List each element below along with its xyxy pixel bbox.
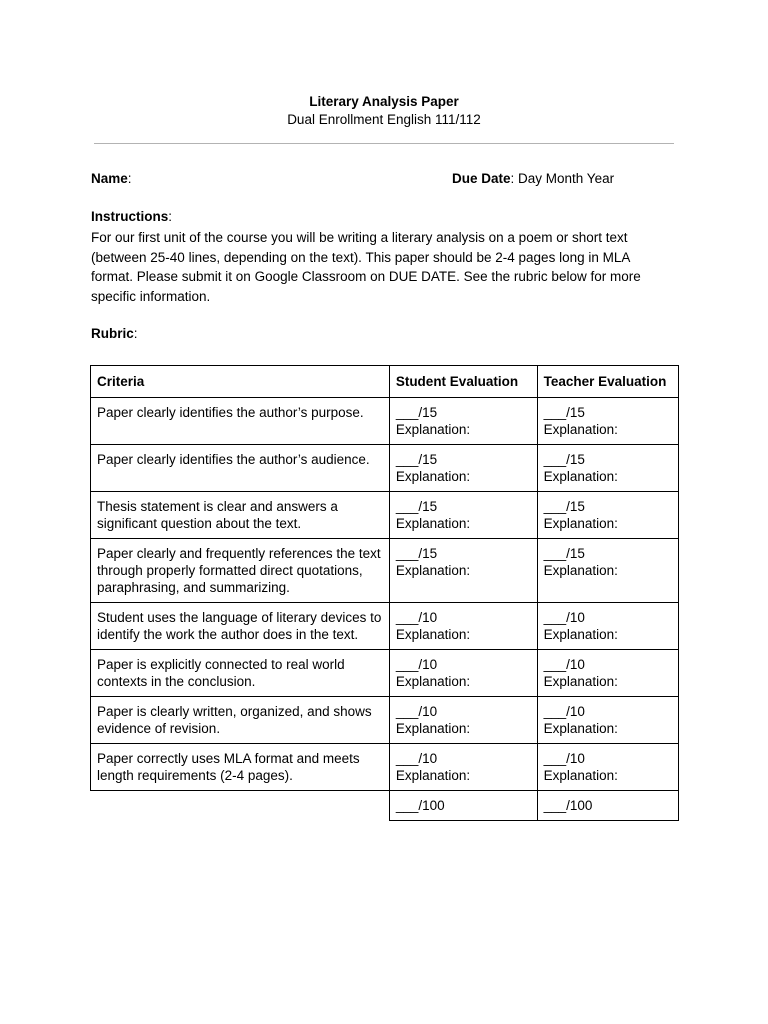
rubric-row [91,445,679,492]
instructions-line: format. Please submit it on Google Classroom on DUE DATE. See the rubric below for more [91,269,641,284]
student-score: ___/10 [395,751,438,766]
rubric-row [91,697,679,744]
rubric-row [91,603,679,650]
teacher-score: ___/15 [543,546,585,561]
due-date-field [452,171,614,186]
criteria-cell: Student uses the language of literary devices to identify the work the author does in the text. [91,603,390,650]
teacher-explanation-label: Explanation: [543,768,618,783]
student-score: ___/15 [395,546,438,561]
rubric-row [91,650,679,697]
student-score: ___/15 [395,452,438,467]
instructions-line: specific information. [91,288,211,304]
due-date-label: Due Date [452,171,511,186]
student-score: ___/15 [395,405,438,420]
student-explanation-label: Explanation: [395,563,471,578]
teacher-evaluation-cell [537,744,678,791]
header-divider [94,143,674,144]
student-score: ___/15 [395,499,438,514]
student-explanation-label: Explanation: [395,627,471,642]
student-explanation-label: Explanation: [395,674,471,689]
criteria-cell: Paper clearly and frequently references the text through properly formatted direct quotations, paraphrasing, and summarizing. [91,539,390,603]
name-field [91,171,132,186]
teacher-explanation-label: Explanation: [543,674,618,689]
teacher-explanation-label: Explanation: [543,721,618,736]
student-total-score: ___/100 [389,791,537,821]
teacher-evaluation-cell [537,398,678,445]
student-evaluation-cell [389,445,537,492]
teacher-score: ___/10 [543,657,585,672]
student-evaluation-cell [389,492,537,539]
name-label: Name [91,171,128,186]
teacher-explanation-label: Explanation: [543,627,618,642]
student-explanation-label: Explanation: [395,768,471,783]
rubric-body [91,398,679,821]
teacher-evaluation-cell [537,492,678,539]
rubric-row [91,539,679,603]
instructions-line: (between 25-40 lines, depending on the text). This paper should be 2-4 pages long in MLA [91,249,631,265]
teacher-score: ___/15 [543,499,585,514]
criteria-cell: Thesis statement is clear and answers a significant question about the text. [91,492,390,539]
document-subtitle: Dual Enrollment English 111/112 [287,112,481,127]
teacher-evaluation-cell [537,697,678,744]
teacher-score: ___/15 [543,405,585,420]
student-explanation-label: Explanation: [395,469,471,484]
rubric-colon: : [133,326,138,341]
teacher-evaluation-cell [537,539,678,603]
student-evaluation-cell [389,650,537,697]
rubric-table [90,365,679,821]
document-title: Literary Analysis Paper [309,94,459,109]
teacher-score: ___/10 [543,610,585,625]
rubric-row [91,398,679,445]
student-explanation-label: Explanation: [395,721,471,736]
teacher-explanation-label: Explanation: [543,516,618,531]
name-colon: : [127,171,132,186]
teacher-explanation-label: Explanation: [543,563,618,578]
instructions-label: Instructions [91,209,169,224]
header-criteria: Criteria [91,366,390,398]
rubric-label: Rubric [91,326,134,341]
student-evaluation-cell [389,398,537,445]
criteria-cell: Paper correctly uses MLA format and meets length requirements (2-4 pages). [91,744,390,791]
student-evaluation-cell [389,603,537,650]
student-evaluation-cell [389,539,537,603]
teacher-explanation-label: Explanation: [543,422,618,437]
student-evaluation-cell [389,744,537,791]
student-explanation-label: Explanation: [395,422,471,437]
teacher-score: ___/10 [543,704,585,719]
teacher-evaluation-cell [537,603,678,650]
criteria-cell: Paper clearly identifies the author’s audience. [91,445,390,492]
header-teacher-evaluation: Teacher Evaluation [537,366,678,398]
criteria-cell: Paper is explicitly connected to real world contexts in the conclusion. [91,650,390,697]
due-date-value: : Day Month Year [510,171,615,186]
criteria-cell: Paper clearly identifies the author’s purpose. [91,398,390,445]
student-evaluation-cell [389,697,537,744]
teacher-score: ___/15 [543,452,585,467]
student-score: ___/10 [395,657,438,672]
criteria-cell: Paper is clearly written, organized, and shows evidence of revision. [91,697,390,744]
teacher-evaluation-cell [537,650,678,697]
instructions-colon: : [168,209,173,224]
teacher-evaluation-cell [537,445,678,492]
student-explanation-label: Explanation: [395,516,471,531]
rubric-total-row [91,791,679,821]
teacher-score: ___/10 [543,751,585,766]
rubric-header-row [91,366,679,398]
total-blank-cell [91,791,390,821]
instructions-line: For our first unit of the course you will be writing a literary analysis on a poem or short text [91,230,628,245]
rubric-row [91,744,679,791]
teacher-explanation-label: Explanation: [543,469,618,484]
instructions-heading [91,209,172,224]
instructions-text [91,228,671,306]
student-score: ___/10 [395,704,438,719]
teacher-total-score: ___/100 [537,791,678,821]
rubric-row [91,492,679,539]
rubric-heading [91,326,138,341]
student-score: ___/10 [395,610,438,625]
header-student-evaluation: Student Evaluation [389,366,537,398]
